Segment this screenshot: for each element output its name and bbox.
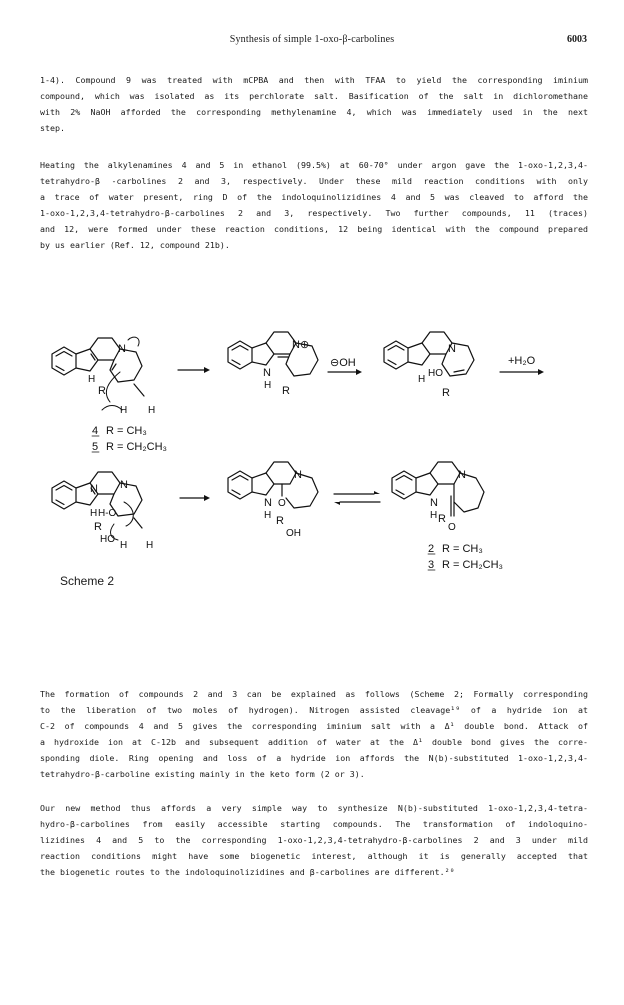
atom-label: H — [148, 405, 156, 416]
text-line: and 12, were formed under these reaction conditions, 12 being identical with the compound prepared — [40, 224, 588, 234]
scheme-caption: Scheme 2 — [60, 574, 115, 588]
molecule-product-keto — [392, 462, 484, 516]
atom-label: N — [264, 497, 272, 509]
atom-label: R — [276, 515, 284, 527]
atom-label: N — [294, 469, 302, 481]
atom-label: N — [118, 343, 126, 355]
text-line: The formation of compounds 2 and 3 can be explained as follows (Scheme 2; Formally corresponding — [40, 689, 588, 699]
atom-label: R — [98, 385, 106, 397]
atom-label: R — [442, 387, 450, 399]
molecule-enol — [228, 462, 318, 508]
atom-label: N — [458, 469, 466, 481]
text-line: 1-oxo-1,2,3,4-tetrahydro-β-carbolines 2 and 3, respectively. Two further compounds, 11 (traces) — [40, 208, 588, 218]
atom-label: H — [264, 380, 272, 391]
atom-label: O — [448, 522, 456, 533]
atom-label: H — [430, 510, 438, 521]
text-line: compound, which was isolated as its perchlorate salt. Basification of the salt in dichloromethane — [40, 91, 588, 101]
substituent-text: R = CH₂CH₃ — [106, 441, 168, 453]
atom-label: H — [264, 510, 272, 521]
atom-label: H — [418, 374, 426, 385]
atom-label: O — [278, 498, 286, 509]
text-line: the biogenetic routes to the indoloquinolizidines and β-carbolines are different.²⁰ — [40, 867, 455, 877]
substituent-key-4-5 — [92, 425, 167, 453]
paragraph-conclusion — [40, 800, 588, 880]
atom-label: H — [88, 374, 96, 385]
text-line: lizidines 4 and 5 to the corresponding 1-oxo-1,2,3,4-tetrahydro-β-carbolines 2 and 3 under mild — [40, 835, 588, 845]
page-number: 6003 — [567, 34, 587, 45]
reaction-scheme — [38, 312, 598, 582]
text-line: by us earlier (Ref. 12, compound 21b). — [40, 240, 230, 250]
text-line: step. — [40, 123, 65, 133]
compound-number: 3 — [428, 559, 435, 571]
paragraph-continued — [40, 72, 588, 136]
substituent-text: R = CH₃ — [106, 425, 147, 437]
atom-label: OH — [286, 528, 301, 539]
atom-label: HO — [100, 534, 115, 545]
atom-label: H-O — [98, 508, 117, 519]
atom-label: H — [146, 540, 154, 551]
text-line: to the liberation of two moles of hydrogen). Nitrogen assisted cleavage¹⁹ of a hydride ion at — [40, 705, 588, 715]
substituent-key-2-3 — [428, 543, 503, 571]
text-line: reaction conditions might have some biogenetic interest, although it is generally accepted that — [40, 851, 588, 861]
atom-label: N — [263, 367, 271, 379]
running-title: Synthesis of simple 1-oxo-β-carbolines — [229, 34, 395, 45]
atom-label: H — [120, 540, 128, 551]
reagent-water: +H₂O — [508, 355, 536, 367]
atom-label: N — [448, 343, 456, 355]
substituent-text: R = CH₃ — [442, 543, 483, 555]
paragraph-heating — [40, 157, 588, 253]
molecule-enamine — [52, 337, 144, 410]
text-line: Our new method thus affords a very simple way to synthesize N(b)-substituted 1-oxo-1,2,3,4-tetra- — [40, 803, 588, 813]
compound-number: 5 — [92, 441, 99, 453]
text-line: hydro-β-carbolines from easily accessible starting compounds. The transformation of indoloquino- — [40, 819, 588, 829]
text-line: Heating the alkylenamines 4 and 5 in ethanol (99.5%) at 60-70° under argon gave the 1-oxo-1,2,3,4- — [40, 160, 588, 170]
atom-label: H — [120, 405, 128, 416]
text-line: tetrahydro-β-carboline existing mainly in the keto form (2 or 3). — [40, 769, 365, 779]
text-line: sponding diole. Ring opening and loss of a hydride ion affords the N(b)-substituted 1-oxo-1,2,3,4- — [40, 753, 588, 763]
reagent-hydroxide: ⊖OH — [330, 357, 356, 369]
text-line: 1-4). Compound 9 was treated with mCPBA and then with TFAA to yield the corresponding iminium — [40, 75, 588, 85]
substituent-text: R = CH₂CH₃ — [442, 559, 504, 571]
text-line: a hydroxide ion at C-12b and subsequent addition of water at the Δ¹ double bond gives the corre- — [40, 737, 588, 747]
text-line: tetrahydro-β -carbolines 2 and 3, respectively. Under these mild reaction conditions with only — [40, 176, 588, 186]
compound-number: 2 — [428, 543, 435, 555]
atom-label: R — [94, 521, 102, 533]
compound-number: 4 — [92, 425, 99, 437]
atom-label: HO — [428, 368, 443, 379]
atom-label: R — [438, 513, 446, 525]
atom-label: N — [120, 479, 128, 491]
atom-label: H — [90, 508, 98, 519]
atom-label: N — [430, 497, 438, 509]
text-line: C-2 of compounds 4 and 5 gives the corresponding iminium salt with a Δ¹ double bond. Attack of — [40, 721, 588, 731]
atom-label: N — [90, 483, 98, 495]
atom-label: R — [282, 385, 290, 397]
iminium-label: N⊕ — [292, 339, 310, 351]
text-line: a trace of water present, ring D of the indoloquinolizidines 4 and 5 was cleaved to afford the — [40, 192, 588, 202]
paragraph-mechanism — [40, 686, 588, 782]
text-line: with 2% NaOH afforded the corresponding methylenamine 4, which was immediately used in the next — [40, 107, 588, 117]
